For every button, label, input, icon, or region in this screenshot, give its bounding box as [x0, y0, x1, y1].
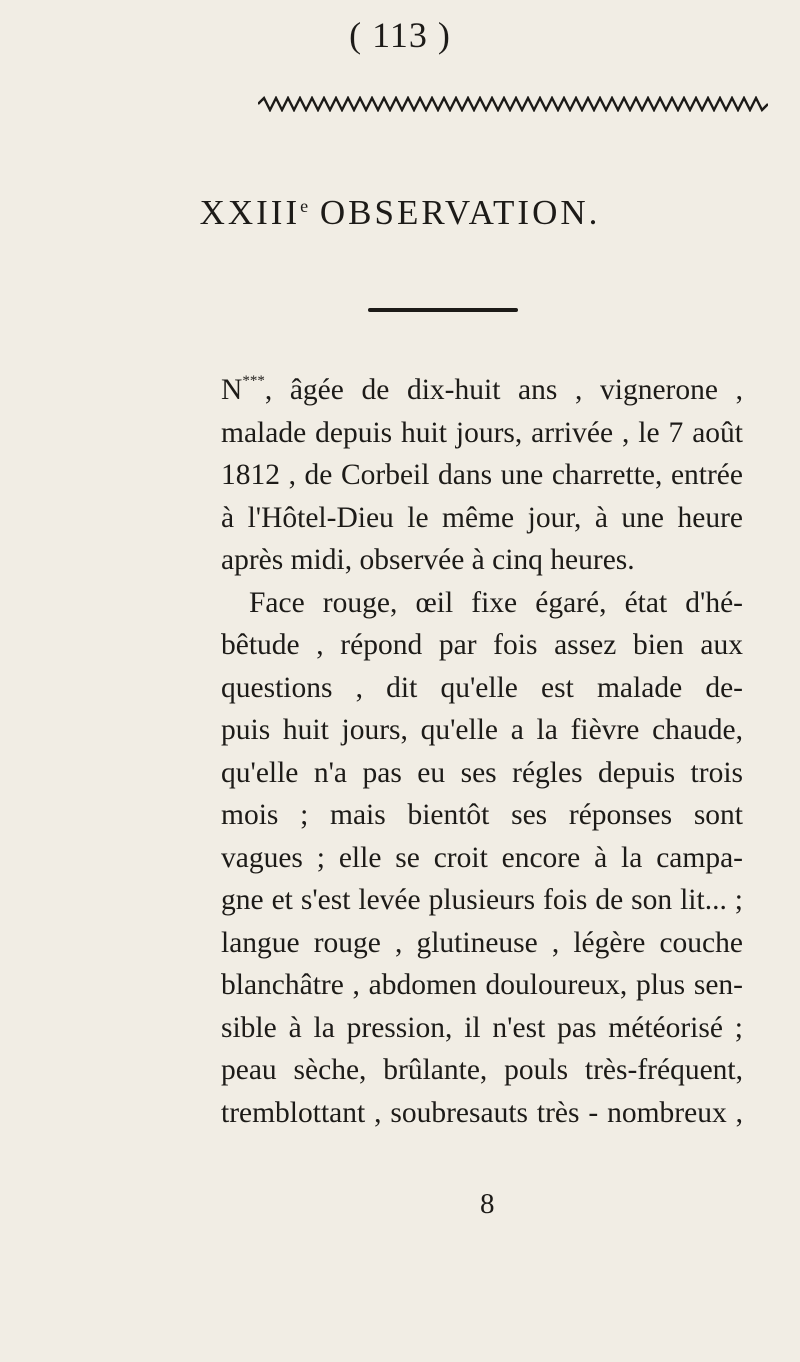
text-line: peau sèche, brûlante, pouls très-fréquent, — [221, 1054, 743, 1086]
heading-numeral: XXIII — [199, 193, 301, 232]
observation-heading — [0, 193, 800, 233]
text-line: gne et s'est levée plusieurs fois de son lit... ; — [221, 884, 743, 916]
catchword: 8 — [480, 1188, 495, 1220]
decorative-ornament-line — [258, 96, 768, 112]
page-number: ( 113 ) — [349, 15, 451, 55]
text-line: Face rouge, œil fixe égaré, état d'hé- — [249, 586, 743, 619]
text-line: 1812 , de Corbeil dans une charrette, entrée — [221, 459, 743, 491]
patient-initial-asterisks: *** — [242, 373, 265, 389]
text-line: langue rouge , glutineuse , légère couche — [221, 926, 743, 959]
text-line: à l'Hôtel-Dieu le même jour, à une heure — [221, 501, 743, 534]
text-line — [221, 360, 743, 412]
text-line: mois ; mais bientôt ses réponses sont — [221, 799, 743, 831]
text-line: bêtude , répond par fois assez bien aux — [221, 629, 743, 661]
text-line: puis huit jours, qu'elle a la fièvre chaude, — [221, 714, 743, 746]
heading-title: OBSERVATION. — [308, 193, 601, 232]
heading-superscript: e — [300, 196, 309, 216]
observation-paragraph — [221, 360, 743, 1134]
text-line: qu'elle n'a pas eu ses régles depuis trois — [221, 756, 743, 789]
text-line: malade depuis huit jours, arrivée , le 7 août — [221, 416, 743, 449]
patient-initial: N — [221, 374, 243, 406]
text-line: sible à la pression, il n'est pas météorisé ; — [221, 1011, 743, 1044]
text-line: tremblottant , soubresauts très - nombreux , — [221, 1096, 743, 1129]
text-line: blanchâtre , abdomen douloureux, plus sen- — [221, 969, 743, 1001]
text-line: après midi, observée à cinq heures. — [221, 544, 635, 576]
text-line: vagues ; elle se croit encore à la campa- — [221, 841, 743, 874]
heading-rule — [368, 308, 518, 312]
text-line-content: , âgée de dix-huit ans , vignerone , — [264, 374, 743, 406]
text-line: questions , dit qu'elle est malade de- — [221, 671, 743, 704]
